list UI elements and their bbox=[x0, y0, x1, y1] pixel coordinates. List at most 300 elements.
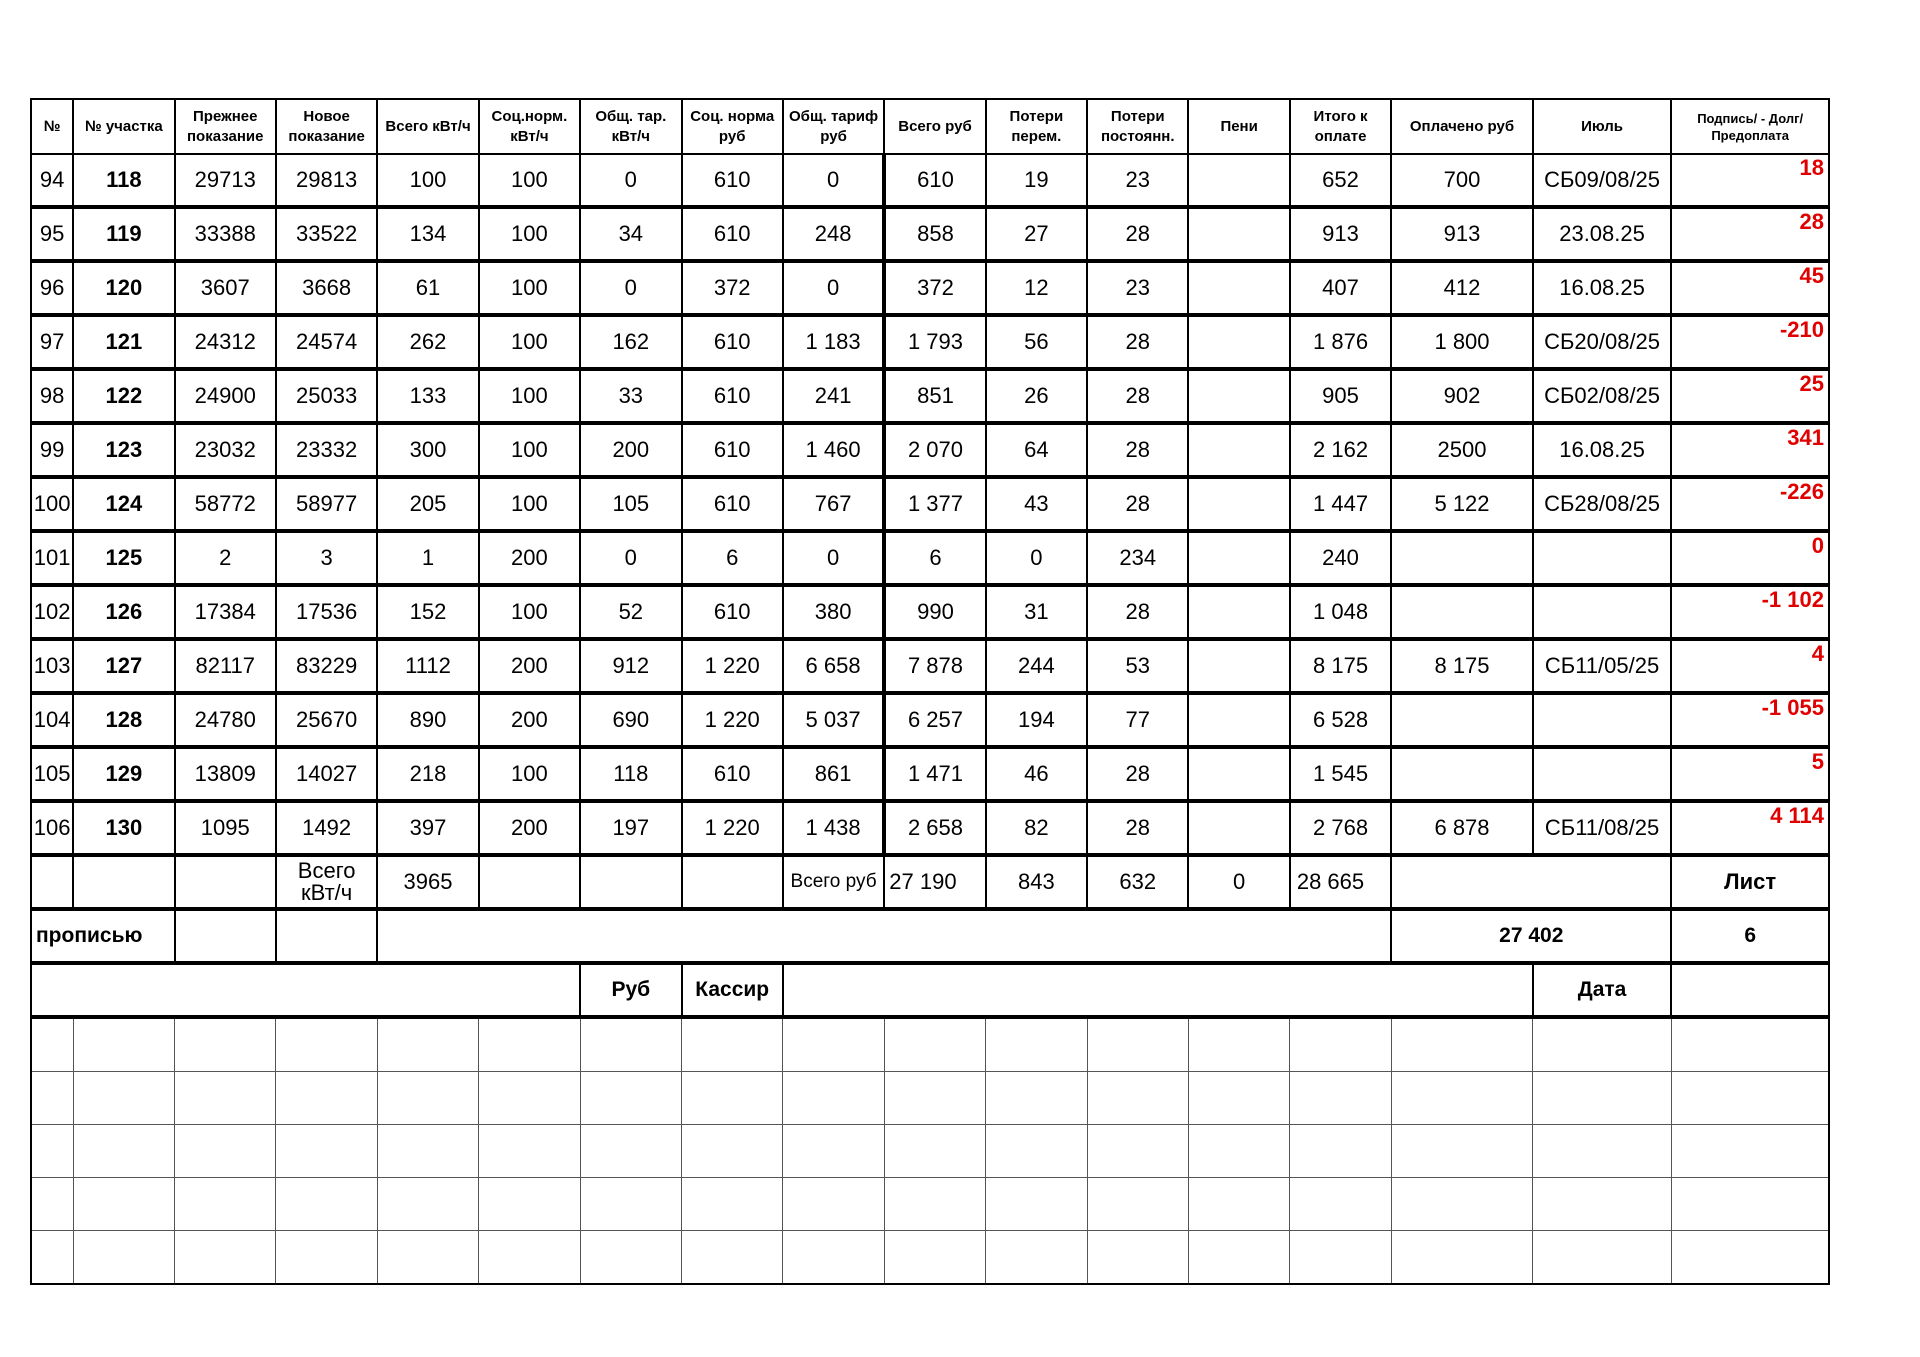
debt-prepay-cell: 25 bbox=[1671, 369, 1829, 423]
blank-cell bbox=[377, 1017, 478, 1072]
table-cell: 902 bbox=[1391, 369, 1533, 423]
table-cell: 1 bbox=[377, 531, 478, 585]
blank-cell bbox=[31, 1125, 73, 1178]
blank-cell bbox=[276, 1017, 377, 1072]
table-cell: 241 bbox=[783, 369, 884, 423]
table-row bbox=[31, 154, 1829, 207]
table-cell: 17536 bbox=[276, 585, 377, 639]
rub-label: Руб bbox=[580, 963, 681, 1017]
table-cell: 53 bbox=[1087, 639, 1188, 693]
table-cell: 23032 bbox=[175, 423, 276, 477]
table-cell: 200 bbox=[580, 423, 681, 477]
table-cell: 300 bbox=[377, 423, 478, 477]
table-cell: 27 bbox=[986, 207, 1087, 261]
table-cell: 25670 bbox=[276, 693, 377, 747]
blank-row bbox=[31, 1178, 1829, 1231]
table-cell: 28 bbox=[1087, 423, 1188, 477]
blank-cell bbox=[1671, 1178, 1829, 1231]
table-cell: СБ11/05/25 bbox=[1533, 639, 1672, 693]
table-cell: 1 220 bbox=[682, 639, 783, 693]
table-cell: 129 bbox=[73, 747, 174, 801]
table-cell: 31 bbox=[986, 585, 1087, 639]
table-cell: 100 bbox=[377, 154, 478, 207]
table-row bbox=[31, 693, 1829, 747]
blank-cell bbox=[1290, 1072, 1391, 1125]
table-cell: 200 bbox=[479, 801, 580, 855]
blank-cell bbox=[783, 1178, 884, 1231]
blank-cell bbox=[377, 1178, 478, 1231]
table-cell: 134 bbox=[377, 207, 478, 261]
blank-cell bbox=[783, 1125, 884, 1178]
table-cell: 24780 bbox=[175, 693, 276, 747]
table-cell: 23 bbox=[1087, 154, 1188, 207]
table-cell bbox=[1188, 639, 1289, 693]
blank-cell bbox=[1290, 1017, 1391, 1072]
date-field bbox=[1671, 963, 1829, 1017]
table-cell: 133 bbox=[377, 369, 478, 423]
table-cell: 12 bbox=[986, 261, 1087, 315]
blank-cell bbox=[884, 1125, 985, 1178]
blank-cell bbox=[479, 1072, 580, 1125]
column-header: Новое показание bbox=[276, 99, 377, 154]
paid-total: 27 402 bbox=[1391, 909, 1671, 963]
column-header: Соц.норм. кВт/ч bbox=[479, 99, 580, 154]
table-cell bbox=[1188, 369, 1289, 423]
blank-cell bbox=[1188, 1231, 1289, 1285]
debt-prepay-cell: -1 102 bbox=[1671, 585, 1829, 639]
blank-cell bbox=[1188, 1072, 1289, 1125]
table-cell: 100 bbox=[479, 261, 580, 315]
blank-cell bbox=[479, 1178, 580, 1231]
table-cell: 1 447 bbox=[1290, 477, 1391, 531]
total-kwh-label: Всего кВт/ч bbox=[276, 855, 377, 909]
table-cell: 100 bbox=[479, 477, 580, 531]
table-cell: 2 bbox=[175, 531, 276, 585]
table-cell: 124 bbox=[73, 477, 174, 531]
table-cell: 103 bbox=[31, 639, 73, 693]
table-cell: 5 122 bbox=[1391, 477, 1533, 531]
blank-cell bbox=[175, 1017, 276, 1072]
blank-cell bbox=[1671, 1125, 1829, 1178]
table-cell: 0 bbox=[580, 154, 681, 207]
table-cell: 99 bbox=[31, 423, 73, 477]
blank-cell bbox=[986, 1178, 1087, 1231]
table-cell: 2 070 bbox=[884, 423, 985, 477]
debt-prepay-cell: 28 bbox=[1671, 207, 1829, 261]
table-cell bbox=[1188, 154, 1289, 207]
table-cell: 6 528 bbox=[1290, 693, 1391, 747]
table-cell: 905 bbox=[1290, 369, 1391, 423]
column-header: Потери постоянн. bbox=[1087, 99, 1188, 154]
blank-cell bbox=[884, 1072, 985, 1125]
blank-cell bbox=[479, 1017, 580, 1072]
table-cell bbox=[1533, 531, 1672, 585]
table-cell: 101 bbox=[31, 531, 73, 585]
table-cell: 100 bbox=[479, 423, 580, 477]
table-cell: 98 bbox=[31, 369, 73, 423]
amount-in-words-field bbox=[377, 909, 1391, 963]
table-cell: 28 bbox=[1087, 207, 1188, 261]
table-cell bbox=[1188, 207, 1289, 261]
table-cell: 121 bbox=[73, 315, 174, 369]
cashier-label: Кассир bbox=[682, 963, 783, 1017]
table-cell: 1 545 bbox=[1290, 747, 1391, 801]
table-cell bbox=[1391, 693, 1533, 747]
blank-cell bbox=[1671, 1072, 1829, 1125]
table-cell: 200 bbox=[479, 693, 580, 747]
table-cell: 610 bbox=[682, 477, 783, 531]
electricity-ledger-table bbox=[30, 98, 1830, 1285]
table-cell: 8 175 bbox=[1391, 639, 1533, 693]
blank-cell bbox=[1391, 1125, 1533, 1178]
blank-cell bbox=[1087, 1125, 1188, 1178]
column-header: Июль bbox=[1533, 99, 1672, 154]
table-cell: 610 bbox=[682, 154, 783, 207]
data-rows bbox=[31, 154, 1829, 855]
table-row bbox=[31, 801, 1829, 855]
blank-cell bbox=[783, 1017, 884, 1072]
table-cell: 5 037 bbox=[783, 693, 884, 747]
column-header: Пени bbox=[1188, 99, 1289, 154]
blank-cell bbox=[31, 1017, 73, 1072]
table-cell: 26 bbox=[986, 369, 1087, 423]
table-row bbox=[31, 315, 1829, 369]
header-row bbox=[31, 99, 1829, 154]
table-cell: 56 bbox=[986, 315, 1087, 369]
blank-cell bbox=[1188, 1017, 1289, 1072]
table-cell: 0 bbox=[580, 531, 681, 585]
blank-cell bbox=[377, 1231, 478, 1285]
table-cell: 197 bbox=[580, 801, 681, 855]
table-cell: 0 bbox=[783, 154, 884, 207]
blank-cell bbox=[479, 1125, 580, 1178]
column-header: Итого к оплате bbox=[1290, 99, 1391, 154]
table-cell bbox=[1188, 801, 1289, 855]
table-cell: СБ02/08/25 bbox=[1533, 369, 1672, 423]
blank-cell bbox=[175, 1178, 276, 1231]
table-cell: 123 bbox=[73, 423, 174, 477]
blank-cell bbox=[1671, 1017, 1829, 1072]
table-cell: 43 bbox=[986, 477, 1087, 531]
column-header: № участка bbox=[73, 99, 174, 154]
table-cell: 100 bbox=[479, 315, 580, 369]
table-cell: 83229 bbox=[276, 639, 377, 693]
table-cell: 218 bbox=[377, 747, 478, 801]
table-cell: 105 bbox=[580, 477, 681, 531]
table-cell: 122 bbox=[73, 369, 174, 423]
table-cell: 14027 bbox=[276, 747, 377, 801]
table-cell: 58772 bbox=[175, 477, 276, 531]
table-cell: 23 bbox=[1087, 261, 1188, 315]
blank-cell bbox=[1391, 1072, 1533, 1125]
table-cell: 861 bbox=[783, 747, 884, 801]
debt-prepay-cell: -226 bbox=[1671, 477, 1829, 531]
blank-cell bbox=[31, 1231, 73, 1285]
table-cell: 1 460 bbox=[783, 423, 884, 477]
table-row bbox=[31, 369, 1829, 423]
table-cell: 100 bbox=[31, 477, 73, 531]
blank-cell bbox=[682, 1017, 783, 1072]
blank-cell bbox=[276, 1231, 377, 1285]
blank-cell bbox=[1290, 1231, 1391, 1285]
blank-cell bbox=[1087, 1017, 1188, 1072]
table-cell bbox=[1533, 747, 1672, 801]
table-cell: 890 bbox=[377, 693, 478, 747]
table-cell: 3607 bbox=[175, 261, 276, 315]
table-cell: 194 bbox=[986, 693, 1087, 747]
table-cell bbox=[1391, 531, 1533, 585]
table-cell: 0 bbox=[783, 261, 884, 315]
table-cell: 28 bbox=[1087, 585, 1188, 639]
table-cell: 25033 bbox=[276, 369, 377, 423]
blank-cell bbox=[986, 1125, 1087, 1178]
table-cell: 372 bbox=[682, 261, 783, 315]
blank-cell bbox=[175, 1072, 276, 1125]
blank-cell bbox=[1391, 1017, 1533, 1072]
column-header: Потери перем. bbox=[986, 99, 1087, 154]
blank-cell bbox=[1290, 1125, 1391, 1178]
blank-cell bbox=[31, 1178, 73, 1231]
table-row bbox=[31, 531, 1829, 585]
blank-cell bbox=[175, 1231, 276, 1285]
table-cell: 28 bbox=[1087, 801, 1188, 855]
blank-cell bbox=[73, 1231, 174, 1285]
debt-prepay-cell: 18 bbox=[1671, 154, 1829, 207]
table-cell: 16.08.25 bbox=[1533, 423, 1672, 477]
table-cell: 100 bbox=[479, 747, 580, 801]
table-cell: 119 bbox=[73, 207, 174, 261]
blank-cell bbox=[580, 1125, 681, 1178]
table-cell bbox=[1533, 693, 1672, 747]
table-row bbox=[31, 585, 1829, 639]
table-cell: 6 257 bbox=[884, 693, 985, 747]
table-cell: 28 bbox=[1087, 747, 1188, 801]
table-row bbox=[31, 747, 1829, 801]
table-cell: 102 bbox=[31, 585, 73, 639]
blank-cell bbox=[276, 1072, 377, 1125]
blank-cell bbox=[1533, 1231, 1672, 1285]
blank-cell bbox=[1671, 1231, 1829, 1285]
blank-cell bbox=[1087, 1231, 1188, 1285]
table-cell: 244 bbox=[986, 639, 1087, 693]
table-cell bbox=[1391, 585, 1533, 639]
table-cell: 126 bbox=[73, 585, 174, 639]
blank-cell bbox=[1391, 1231, 1533, 1285]
ledger-sheet bbox=[30, 98, 1830, 1285]
blank-cell bbox=[479, 1231, 580, 1285]
table-cell: 16.08.25 bbox=[1533, 261, 1672, 315]
table-cell bbox=[1188, 315, 1289, 369]
table-cell: 0 bbox=[783, 531, 884, 585]
table-cell: 3 bbox=[276, 531, 377, 585]
table-cell: 0 bbox=[580, 261, 681, 315]
blank-cell bbox=[884, 1231, 985, 1285]
table-row bbox=[31, 477, 1829, 531]
column-header: Общ. тар. кВт/ч bbox=[580, 99, 681, 154]
debt-prepay-cell: 4 bbox=[1671, 639, 1829, 693]
table-cell: 990 bbox=[884, 585, 985, 639]
blank-cell bbox=[986, 1017, 1087, 1072]
blank-cell bbox=[682, 1178, 783, 1231]
blank-cell bbox=[783, 1231, 884, 1285]
total-loss-const: 632 bbox=[1087, 855, 1188, 909]
blank-cell bbox=[580, 1231, 681, 1285]
table-cell bbox=[1188, 423, 1289, 477]
table-cell: 205 bbox=[377, 477, 478, 531]
signature-empty bbox=[31, 963, 580, 1017]
blank-cell bbox=[276, 1178, 377, 1231]
table-row bbox=[31, 639, 1829, 693]
cashier-signature-field bbox=[783, 963, 1533, 1017]
table-cell: 8 175 bbox=[1290, 639, 1391, 693]
blank-cell bbox=[1533, 1125, 1672, 1178]
blank-cell bbox=[73, 1178, 174, 1231]
table-cell: 24900 bbox=[175, 369, 276, 423]
table-cell: 397 bbox=[377, 801, 478, 855]
table-cell: 1 438 bbox=[783, 801, 884, 855]
column-header: № bbox=[31, 99, 73, 154]
table-cell: 372 bbox=[884, 261, 985, 315]
words-empty bbox=[276, 909, 377, 963]
blank-cell bbox=[1533, 1178, 1672, 1231]
column-header: Прежнее показание bbox=[175, 99, 276, 154]
debt-prepay-cell: 4 114 bbox=[1671, 801, 1829, 855]
table-cell bbox=[1188, 693, 1289, 747]
column-header: Общ. тариф руб bbox=[783, 99, 884, 154]
table-cell: 262 bbox=[377, 315, 478, 369]
table-cell bbox=[1188, 531, 1289, 585]
blank-cell bbox=[783, 1072, 884, 1125]
blank-cell bbox=[377, 1072, 478, 1125]
blank-cell bbox=[276, 1125, 377, 1178]
table-row bbox=[31, 261, 1829, 315]
table-cell: 29713 bbox=[175, 154, 276, 207]
column-header: Всего руб bbox=[884, 99, 985, 154]
table-cell: 248 bbox=[783, 207, 884, 261]
blank-row bbox=[31, 1125, 1829, 1178]
table-cell: 64 bbox=[986, 423, 1087, 477]
table-cell: 412 bbox=[1391, 261, 1533, 315]
table-cell: 19 bbox=[986, 154, 1087, 207]
blank-grid bbox=[31, 1017, 1829, 1284]
table-cell: 128 bbox=[73, 693, 174, 747]
table-row bbox=[31, 423, 1829, 477]
blank-cell bbox=[986, 1072, 1087, 1125]
blank-cell bbox=[73, 1072, 174, 1125]
sheet-label: Лист bbox=[1671, 855, 1829, 909]
table-cell: 77 bbox=[1087, 693, 1188, 747]
blank-cell bbox=[580, 1072, 681, 1125]
table-cell: 610 bbox=[884, 154, 985, 207]
blank-row bbox=[31, 1072, 1829, 1125]
table-cell: 28 bbox=[1087, 369, 1188, 423]
table-cell: 95 bbox=[31, 207, 73, 261]
table-cell: 240 bbox=[1290, 531, 1391, 585]
table-cell: 2 162 bbox=[1290, 423, 1391, 477]
blank-cell bbox=[1188, 1178, 1289, 1231]
blank-cell bbox=[1533, 1017, 1672, 1072]
table-cell: 1112 bbox=[377, 639, 478, 693]
amount-in-words-row bbox=[31, 909, 1829, 963]
table-cell: 1 876 bbox=[1290, 315, 1391, 369]
table-cell: 767 bbox=[783, 477, 884, 531]
table-cell: 13809 bbox=[175, 747, 276, 801]
blank-cell bbox=[1290, 1178, 1391, 1231]
table-cell: 1 471 bbox=[884, 747, 985, 801]
table-cell bbox=[1188, 585, 1289, 639]
table-cell: 46 bbox=[986, 747, 1087, 801]
totals-empty bbox=[73, 855, 174, 909]
table-cell: 1492 bbox=[276, 801, 377, 855]
blank-row bbox=[31, 1231, 1829, 1285]
table-cell: 33388 bbox=[175, 207, 276, 261]
blank-cell bbox=[73, 1125, 174, 1178]
table-cell: 106 bbox=[31, 801, 73, 855]
blank-cell bbox=[682, 1125, 783, 1178]
totals-empty bbox=[175, 855, 276, 909]
table-cell: 130 bbox=[73, 801, 174, 855]
table-cell: СБ11/08/25 bbox=[1533, 801, 1672, 855]
table-cell: 118 bbox=[73, 154, 174, 207]
table-cell: 52 bbox=[580, 585, 681, 639]
blank-cell bbox=[986, 1231, 1087, 1285]
column-header: Оплачено руб bbox=[1391, 99, 1533, 154]
table-cell: 2 658 bbox=[884, 801, 985, 855]
blank-cell bbox=[682, 1231, 783, 1285]
table-cell: 652 bbox=[1290, 154, 1391, 207]
table-cell: 912 bbox=[580, 639, 681, 693]
total-loss-var: 843 bbox=[986, 855, 1087, 909]
blank-cell bbox=[73, 1017, 174, 1072]
date-label: Дата bbox=[1533, 963, 1672, 1017]
table-cell: 152 bbox=[377, 585, 478, 639]
table-cell bbox=[1188, 261, 1289, 315]
table-cell: 1 220 bbox=[682, 693, 783, 747]
table-cell: СБ09/08/25 bbox=[1533, 154, 1672, 207]
table-cell: 162 bbox=[580, 315, 681, 369]
debt-prepay-cell: -210 bbox=[1671, 315, 1829, 369]
table-cell: 610 bbox=[682, 585, 783, 639]
blank-cell bbox=[1391, 1178, 1533, 1231]
table-cell bbox=[1391, 747, 1533, 801]
blank-cell bbox=[1188, 1125, 1289, 1178]
table-cell: 913 bbox=[1391, 207, 1533, 261]
table-cell: 610 bbox=[682, 747, 783, 801]
table-cell: 234 bbox=[1087, 531, 1188, 585]
table-cell: 61 bbox=[377, 261, 478, 315]
table-cell: 100 bbox=[479, 207, 580, 261]
table-cell: 94 bbox=[31, 154, 73, 207]
table-cell: 96 bbox=[31, 261, 73, 315]
blank-cell bbox=[377, 1125, 478, 1178]
blank-cell bbox=[884, 1017, 985, 1072]
table-cell: 407 bbox=[1290, 261, 1391, 315]
debt-prepay-cell: 341 bbox=[1671, 423, 1829, 477]
table-cell: 127 bbox=[73, 639, 174, 693]
total-penalty: 0 bbox=[1188, 855, 1289, 909]
table-cell: 1095 bbox=[175, 801, 276, 855]
total-rub-label: Всего руб bbox=[783, 855, 884, 909]
table-cell: 97 bbox=[31, 315, 73, 369]
table-cell: 120 bbox=[73, 261, 174, 315]
table-cell: СБ28/08/25 bbox=[1533, 477, 1672, 531]
table-cell: 34 bbox=[580, 207, 681, 261]
totals-empty bbox=[580, 855, 681, 909]
table-cell: 100 bbox=[479, 369, 580, 423]
table-cell: 858 bbox=[884, 207, 985, 261]
table-cell: 28 bbox=[1087, 315, 1188, 369]
table-cell: 24312 bbox=[175, 315, 276, 369]
